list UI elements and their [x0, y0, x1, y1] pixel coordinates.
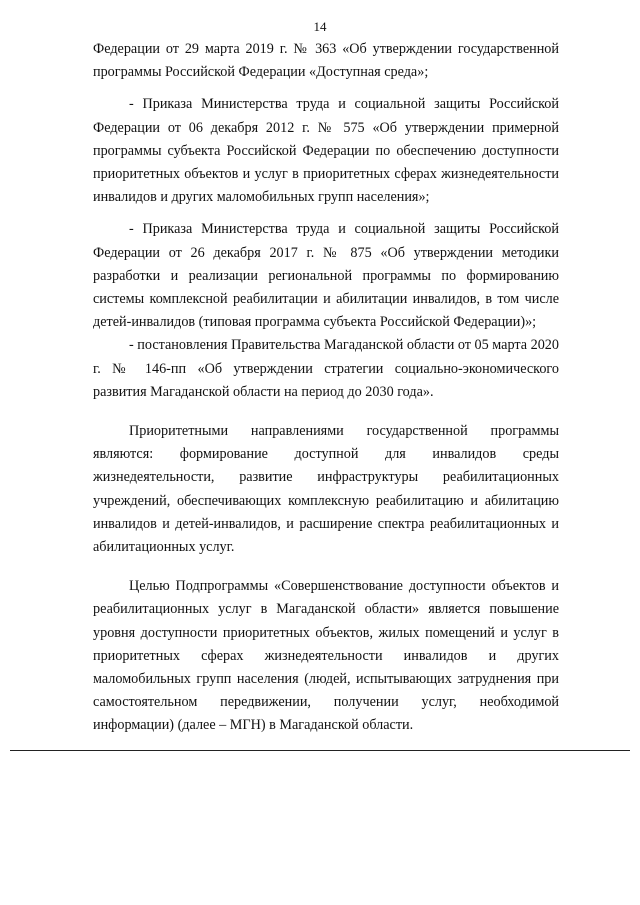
paragraph-order-575: - Приказа Министерства труда и социальной защиты Российской Федерации от 06 декабря 2012 г. № 575 «Об утверждении примерной программы субъекта Российской Федерации по обеспечению доступности приоритетных объектов и услуг в приоритетных сферах жизнедеятельности инвалидов и других маломобильных групп населения»;	[93, 96, 559, 206]
document-body	[93, 38, 559, 738]
paragraph-resolution-146pp: - постановления Правительства Магаданской области от 05 марта 2020 г. № 146-пп «Об утверждении стратегии социально-экономического развития Магаданской области на период до 2030 года».	[93, 337, 559, 400]
paragraph-priority-directions: Приоритетными направлениями государственной программы являются: формирование доступной для инвалидов среды жизнедеятельности, развитие инфраструктуры реабилитационных учреждений, обеспечивающих комплексную реабилитацию и абилитацию инвалидов и детей-инвалидов, и расширение спектра реабилитационных и абилитационных услуг.	[93, 423, 559, 556]
paragraph-federal-program-continuation: Федерации от 29 марта 2019 г. № 363 «Об утверждении государственной программы Российской Федерации «Доступная среда»;	[93, 41, 559, 81]
paragraph-order-875: - Приказа Министерства труда и социальной защиты Российской Федерации от 26 декабря 2017 г. № 875 «Об утверждении методики разработки и реализации региональной программы по формированию системы комплексной реабилитации и абилитации инвалидов, в том числе детей-инвалидов (типовая программа субъекта Российской Федерации)»;	[93, 221, 559, 331]
paragraph-subprogram-goal: Целью Подпрограммы «Совершенствование доступности объектов и реабилитационных услуг в Магаданской области» является повышение уровня доступности приоритетных объектов, жилых помещений и услуг в приоритетных сферах жизнедеятельности инвалидов и других маломобильных групп населения (людей, испытывающих затруднения при самостоятельном передвижении, получении услуг, необходимой информации) (далее – МГН) в Магаданской области.	[93, 578, 559, 734]
page-bottom-divider	[10, 750, 630, 751]
page-number: 14	[313, 19, 327, 34]
